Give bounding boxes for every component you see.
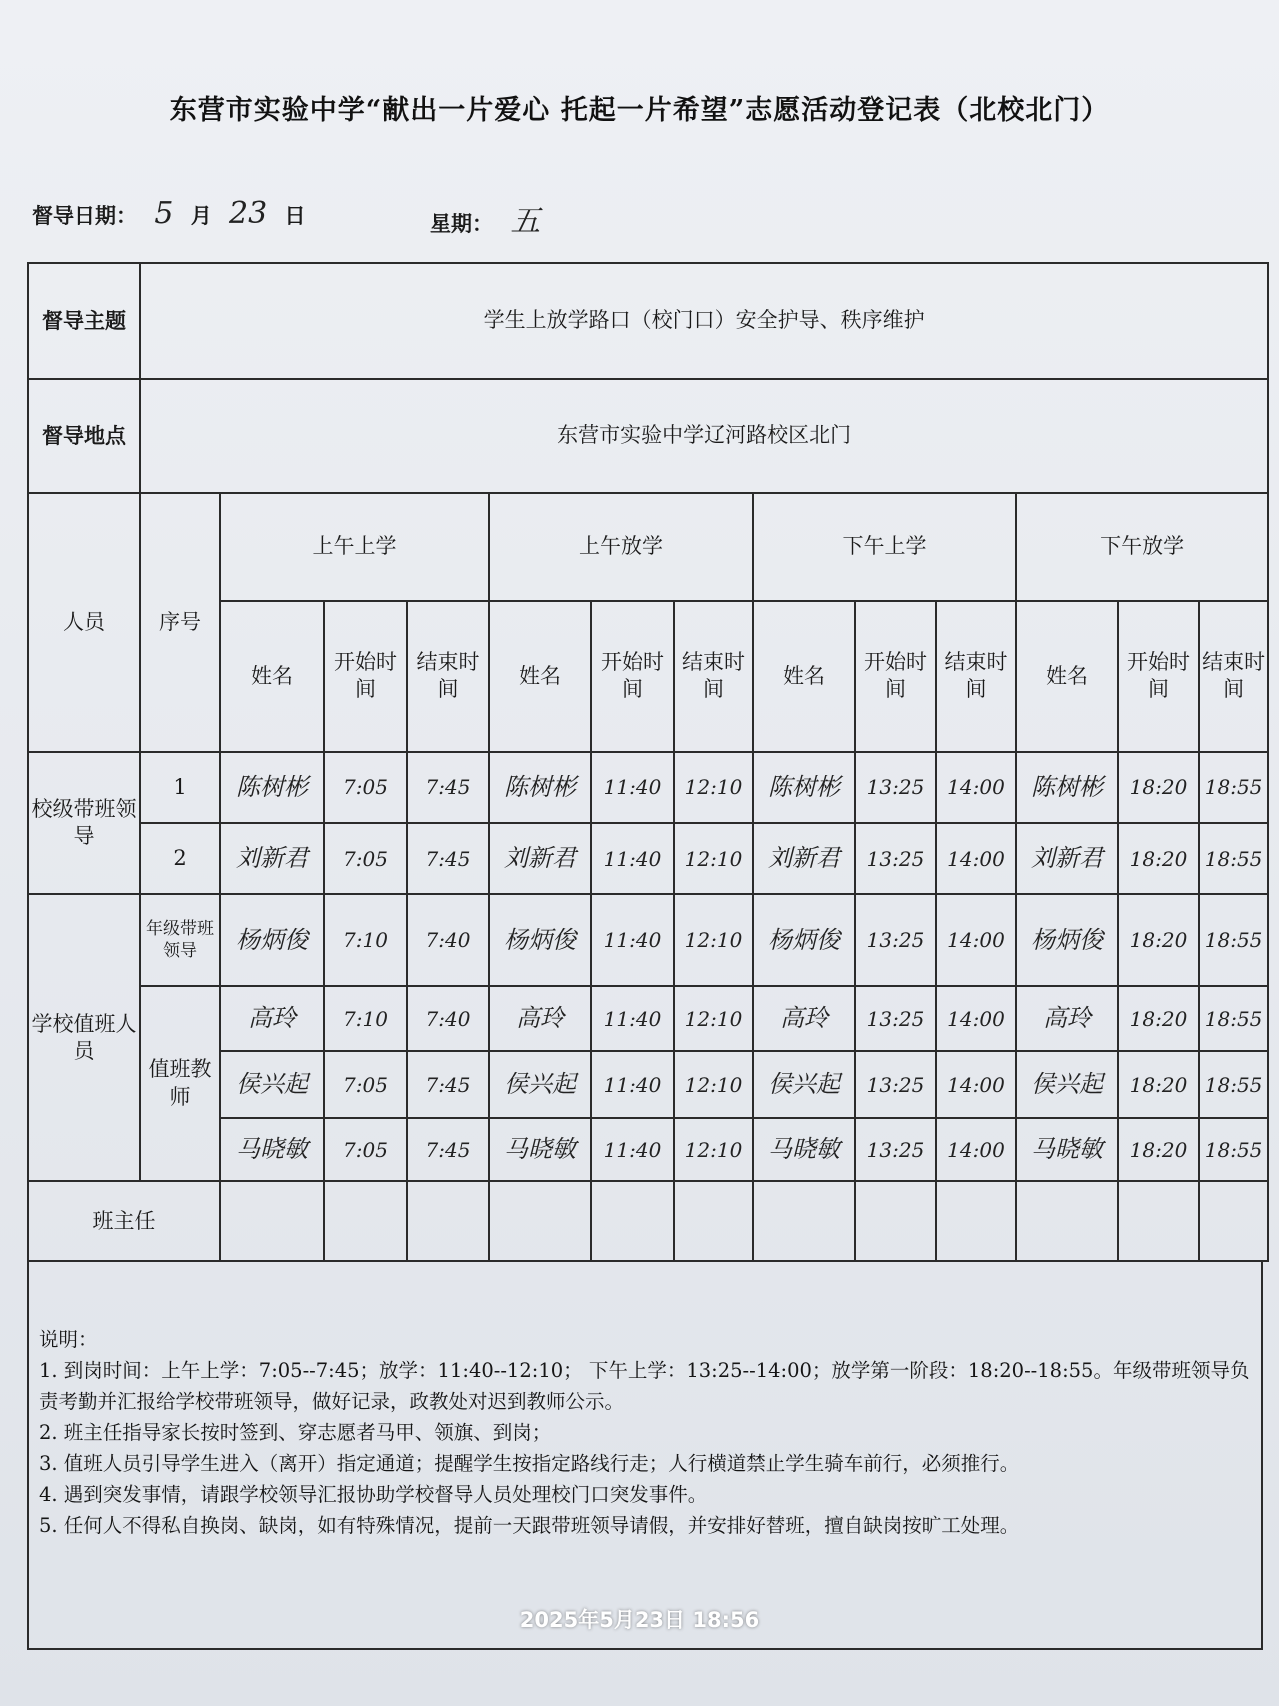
name-cell: 马晓敏 (220, 1118, 324, 1181)
name-cell: 杨炳俊 (753, 894, 855, 986)
time-cell: 7:10 (324, 986, 407, 1051)
table-row (28, 894, 1268, 986)
name-cell: 侯兴起 (489, 1051, 591, 1118)
time-cell: 18:55 (1199, 986, 1268, 1051)
empty-cell (855, 1181, 936, 1261)
notes-heading: 说明： (39, 1328, 98, 1351)
table-row (28, 823, 1268, 894)
time-cell: 11:40 (591, 1051, 674, 1118)
empty-cell (1199, 1181, 1268, 1261)
group-duty: 学校值班人员 (28, 894, 140, 1181)
seq-cell: 1 (140, 752, 220, 823)
col-name: 姓名 (220, 601, 324, 752)
empty-cell (324, 1181, 407, 1261)
note-item: 1. 到岗时间：上午上学：7:05--7:45；放学：11:40--12:10； 下午上学：13:25--14:00；放学第一阶段：18:20--18:55。年级带班领导负责考勤并汇报给学校带班领导，做好记录，政教处对迟到教师公示。 (39, 1359, 1250, 1413)
name-cell: 刘新君 (1016, 823, 1118, 894)
grade-leader-label: 年级带班领导 (140, 894, 220, 986)
col-start: 开始时间 (591, 601, 674, 752)
name-cell: 陈树彬 (753, 752, 855, 823)
empty-cell (936, 1181, 1016, 1261)
seq-header: 序号 (140, 493, 220, 752)
time-cell: 11:40 (591, 1118, 674, 1181)
time-cell: 18:20 (1118, 1118, 1199, 1181)
session-am-leave: 上午放学 (489, 493, 753, 601)
location-value: 东营市实验中学辽河路校区北门 (140, 379, 1268, 493)
empty-cell (674, 1181, 753, 1261)
table-row (28, 986, 1268, 1051)
name-cell: 高玲 (1016, 986, 1118, 1051)
name-cell: 杨炳俊 (489, 894, 591, 986)
empty-cell (220, 1181, 324, 1261)
name-cell: 陈树彬 (1016, 752, 1118, 823)
time-cell: 18:20 (1118, 823, 1199, 894)
theme-label: 督导主题 (28, 263, 140, 379)
time-cell: 7:10 (324, 894, 407, 986)
personnel-header: 人员 (28, 493, 140, 752)
col-start: 开始时间 (324, 601, 407, 752)
note-item: 3. 值班人员引导学生进入（离开）指定通道；提醒学生按指定路线行走；人行横道禁止学生骑车前行，必须推行。 (39, 1452, 1020, 1475)
session-am-arrive: 上午上学 (220, 493, 489, 601)
time-cell: 18:20 (1118, 986, 1199, 1051)
photo-timestamp: 2025年5月23日 18:56 (519, 1608, 760, 1632)
table-row (28, 1181, 1268, 1261)
name-cell: 高玲 (220, 986, 324, 1051)
time-cell: 18:55 (1199, 752, 1268, 823)
name-cell: 刘新君 (753, 823, 855, 894)
note-item: 5. 任何人不得私自换岗、缺岗，如有特殊情况，提前一天跟带班领导请假，并安排好替班，擅自缺岗按旷工处理。 (39, 1514, 1020, 1537)
name-cell: 马晓敏 (489, 1118, 591, 1181)
empty-cell (1118, 1181, 1199, 1261)
form-title: 东营市实验中学“献出一片爱心 托起一片希望”志愿活动登记表（北校北门） (169, 95, 1110, 126)
time-cell: 12:10 (674, 823, 753, 894)
name-cell: 马晓敏 (753, 1118, 855, 1181)
name-cell: 侯兴起 (1016, 1051, 1118, 1118)
table-row (28, 752, 1268, 823)
time-cell: 14:00 (936, 752, 1016, 823)
head-teacher-label: 班主任 (28, 1181, 220, 1261)
time-cell: 14:00 (936, 894, 1016, 986)
name-cell: 杨炳俊 (220, 894, 324, 986)
name-cell: 马晓敏 (1016, 1118, 1118, 1181)
name-cell: 侯兴起 (753, 1051, 855, 1118)
weekday-line (430, 196, 550, 240)
session-pm-leave: 下午放学 (1016, 493, 1268, 601)
time-cell: 11:40 (591, 986, 674, 1051)
name-cell: 陈树彬 (489, 752, 591, 823)
time-cell: 14:00 (936, 1051, 1016, 1118)
note-item: 4. 遇到突发事情，请跟学校领导汇报协助学校督导人员处理校门口突发事件。 (39, 1483, 708, 1506)
col-end: 结束时间 (674, 601, 753, 752)
theme-value: 学生上放学路口（校门口）安全护导、秩序维护 (140, 263, 1268, 379)
time-cell: 18:20 (1118, 1051, 1199, 1118)
session-pm-arrive: 下午上学 (753, 493, 1016, 601)
col-name: 姓名 (753, 601, 855, 752)
date-label: 督导日期： (32, 203, 137, 228)
name-cell: 陈树彬 (220, 752, 324, 823)
time-cell: 18:55 (1199, 1051, 1268, 1118)
name-cell: 杨炳俊 (1016, 894, 1118, 986)
time-cell: 18:20 (1118, 894, 1199, 986)
name-cell: 刘新君 (220, 823, 324, 894)
time-cell: 11:40 (591, 823, 674, 894)
time-cell: 12:10 (674, 752, 753, 823)
col-end: 结束时间 (936, 601, 1016, 752)
time-cell: 18:20 (1118, 752, 1199, 823)
time-cell: 7:45 (407, 823, 489, 894)
time-cell: 13:25 (855, 823, 936, 894)
time-cell: 12:10 (674, 1051, 753, 1118)
time-cell: 7:45 (407, 1118, 489, 1181)
time-cell: 14:00 (936, 986, 1016, 1051)
registration-table (27, 262, 1269, 1262)
col-name: 姓名 (1016, 601, 1118, 752)
time-cell: 13:25 (855, 752, 936, 823)
time-cell: 13:25 (855, 1118, 936, 1181)
name-cell: 高玲 (489, 986, 591, 1051)
time-cell: 7:05 (324, 1051, 407, 1118)
empty-cell (753, 1181, 855, 1261)
col-start: 开始时间 (1118, 601, 1199, 752)
empty-cell (489, 1181, 591, 1261)
empty-cell (1016, 1181, 1118, 1261)
time-cell: 18:55 (1199, 894, 1268, 986)
name-cell: 高玲 (753, 986, 855, 1051)
time-cell: 11:40 (591, 752, 674, 823)
notes-section (27, 1262, 1263, 1650)
empty-cell (407, 1181, 489, 1261)
time-cell: 7:40 (407, 986, 489, 1051)
time-cell: 7:05 (324, 1118, 407, 1181)
time-cell: 14:00 (936, 1118, 1016, 1181)
seq-cell: 2 (140, 823, 220, 894)
time-cell: 7:05 (324, 823, 407, 894)
time-cell: 12:10 (674, 1118, 753, 1181)
time-cell: 18:55 (1199, 1118, 1268, 1181)
time-cell: 7:45 (407, 752, 489, 823)
time-cell: 13:25 (855, 894, 936, 986)
time-cell: 12:10 (674, 986, 753, 1051)
time-cell: 14:00 (936, 823, 1016, 894)
name-cell: 刘新君 (489, 823, 591, 894)
duty-teacher-label: 值班教师 (140, 986, 220, 1182)
date-month: 5 (154, 196, 174, 231)
col-start: 开始时间 (855, 601, 936, 752)
weekday-value: 五 (510, 204, 541, 239)
weekday-label: 星期： (430, 211, 493, 236)
col-end: 结束时间 (1199, 601, 1268, 752)
location-label: 督导地点 (28, 379, 140, 493)
time-cell: 7:05 (324, 752, 407, 823)
note-item: 2. 班主任指导家长按时签到、穿志愿者马甲、领旗、到岗； (39, 1421, 552, 1444)
time-cell: 13:25 (855, 1051, 936, 1118)
date-line (32, 196, 306, 231)
time-cell: 7:45 (407, 1051, 489, 1118)
date-day-unit: 日 (284, 203, 306, 228)
col-end: 结束时间 (407, 601, 489, 752)
time-cell: 12:10 (674, 894, 753, 986)
empty-cell (591, 1181, 674, 1261)
time-cell: 13:25 (855, 986, 936, 1051)
time-cell: 7:40 (407, 894, 489, 986)
name-cell: 侯兴起 (220, 1051, 324, 1118)
date-month-unit: 月 (190, 203, 212, 228)
col-name: 姓名 (489, 601, 591, 752)
date-day: 23 (229, 196, 268, 231)
time-cell: 11:40 (591, 894, 674, 986)
group-leaders: 校级带班领导 (28, 752, 140, 895)
time-cell: 18:55 (1199, 823, 1268, 894)
